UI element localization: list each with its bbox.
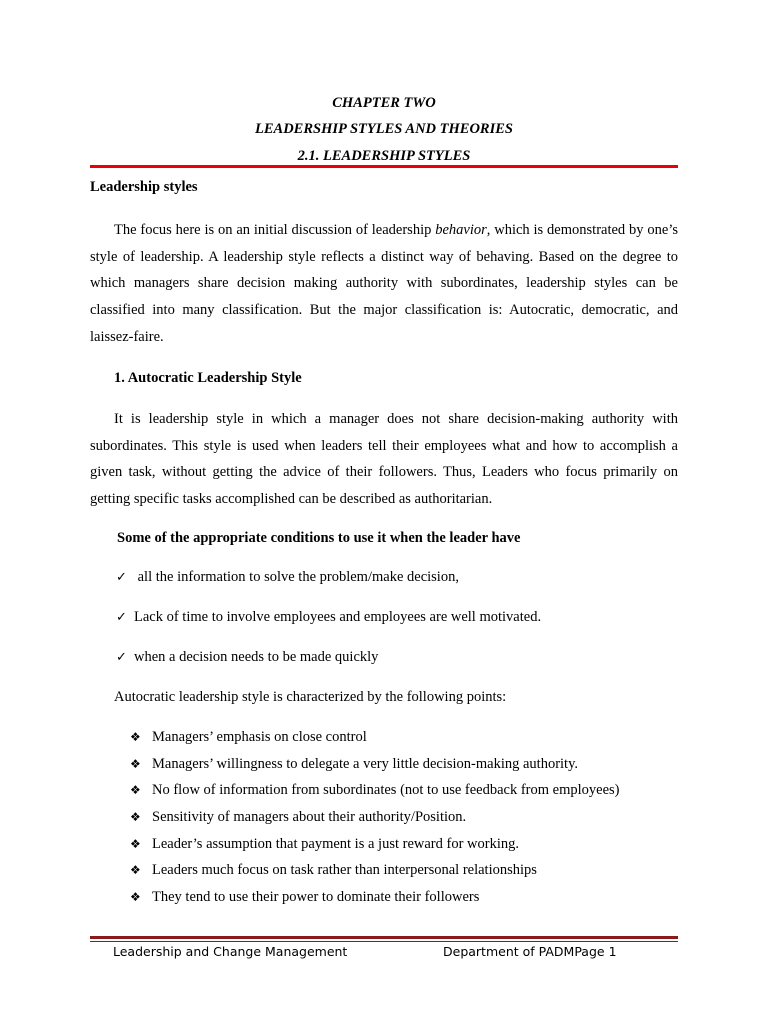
checkmark-icon: ✓ <box>116 570 127 585</box>
list-item <box>130 808 620 835</box>
list-item <box>130 728 620 755</box>
intro-paragraph <box>90 217 678 351</box>
diamond-bullet-icon: ❖ <box>130 730 141 744</box>
list-item <box>130 781 620 808</box>
condition-item <box>116 608 541 628</box>
checkmark-icon: ✓ <box>116 650 127 665</box>
list-item-text: Leader’s assumption that payment is a just reward for working. <box>152 835 519 852</box>
list-item-text: No flow of information from subordinates (not to use feedback from employees) <box>152 782 620 799</box>
checkmark-icon: ✓ <box>116 610 127 625</box>
section-title: 2.1. LEADERSHIP STYLES <box>297 148 471 164</box>
footer-department-page: Department of PADMPage 1 <box>443 944 617 959</box>
condition-text: when a decision needs to be made quickly <box>134 649 379 665</box>
intro-text-start: The focus here is on an initial discussion of leadership <box>114 222 436 238</box>
footer-rule-thin <box>90 941 678 942</box>
intro-text-end: , which is demonstrated by one’s style of leadership. A leadership style reflects a distinct way of behaving. Based on the degree to which managers share decision making authority with subordinates, leadership styles can be classified into many classification. But the major classification is: Autocratic, democratic, and laissez-faire. <box>90 222 678 345</box>
list-item <box>130 888 620 915</box>
diamond-bullet-icon: ❖ <box>130 863 141 878</box>
condition-text: Lack of time to involve employees and employees are well motivated. <box>134 609 542 625</box>
header-rule <box>90 165 678 168</box>
list-item-text: Managers’ emphasis on close control <box>152 729 367 745</box>
footer-rule <box>90 936 678 939</box>
autocratic-paragraph: It is leadership style in which a manager does not share decision-making authority with subordinates. This style is used when leaders tell their employees what and how to accomplish a given task, without getting the advice of their followers. Thus, Leaders who focus primarily on getting specific tasks accomplished can be described as authoritarian. <box>90 411 678 507</box>
list-item-text: They tend to use their power to dominate their followers <box>152 889 480 906</box>
list-item-text: Managers’ willingness to delegate a very little decision-making authority. <box>152 755 579 772</box>
autocratic-heading: 1. Autocratic Leadership Style <box>114 370 302 386</box>
chapter-title: LEADERSHIP STYLES AND THEORIES <box>255 121 513 137</box>
diamond-bullet-icon: ❖ <box>130 836 141 851</box>
list-item <box>130 755 620 782</box>
diamond-bullet-icon: ❖ <box>130 756 141 771</box>
diamond-bullet-icon: ❖ <box>130 810 141 825</box>
condition-item <box>116 568 459 588</box>
diamond-bullet-icon: ❖ <box>130 783 141 798</box>
leadership-styles-heading: Leadership styles <box>90 179 198 195</box>
characteristics-list <box>130 728 620 915</box>
conditions-heading: Some of the appropriate conditions to use it when the leader have <box>117 530 521 546</box>
characterized-intro: Autocratic leadership style is characterized by the following points: <box>114 689 507 705</box>
condition-item <box>116 648 378 668</box>
chapter-label: CHAPTER TWO <box>332 95 436 111</box>
footer-course-title: Leadership and Change Management <box>113 944 348 959</box>
list-item-text: Leaders much focus on task rather than interpersonal relationships <box>152 862 537 879</box>
intro-emphasis: behavior <box>435 222 487 238</box>
condition-text: all the information to solve the problem/make decision, <box>134 569 459 585</box>
list-item <box>130 835 620 862</box>
diamond-bullet-icon: ❖ <box>130 890 141 905</box>
list-item <box>130 861 620 888</box>
list-item-text: Sensitivity of managers about their authority/Position. <box>152 809 467 826</box>
